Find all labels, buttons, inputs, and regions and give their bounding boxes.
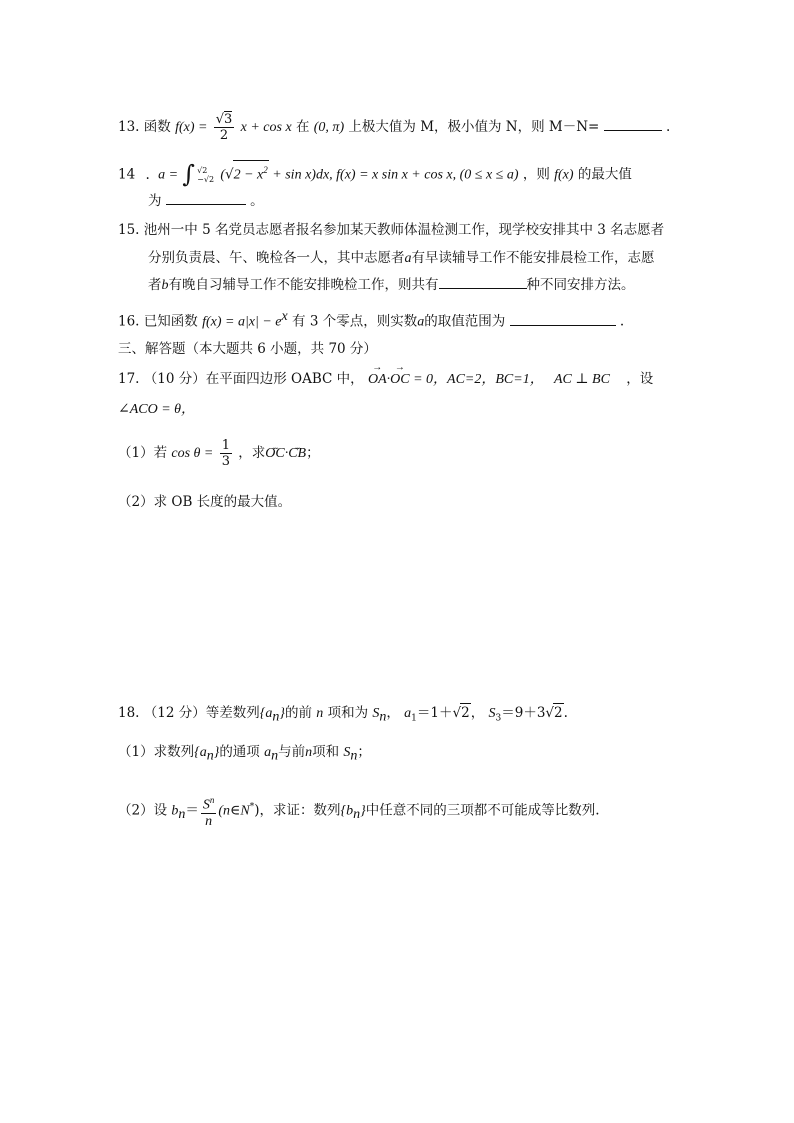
question-18-part2: （2）设 $b_n=$ $\frac{S^n}{n}$ (n∈N*)，求证：数列$\{b_n\}$中任意不同的三项都不可能成等比数列. (118, 795, 600, 829)
question-number: 13. (118, 119, 140, 135)
question-15-line2: 分别负责晨、午、晚检各一人，其中志愿者a有早读辅导工作不能安排晨检工作，志愿 (148, 250, 655, 266)
answer-blank[interactable] (604, 118, 662, 131)
integral-sign: ∫ (182, 160, 195, 189)
vector-oc: ꞈꞈꞈ OC (265, 445, 284, 463)
question-number: 16. (118, 313, 140, 330)
section-title: 三、解答题（本大题共 6 小题，共 70 分） (118, 341, 377, 357)
vector-oa: → OA (368, 371, 387, 389)
fraction: $\frac{1}{3}$ (221, 438, 230, 469)
answer-blank[interactable] (510, 313, 616, 326)
question-15-line3: 者b有晚自习辅导工作不能安排晚检工作，则共有 种不同安排方法。 (148, 277, 635, 293)
answer-blank[interactable] (439, 276, 527, 289)
vector-cb: ꞈꞈꞈ CB (288, 445, 306, 463)
question-18-part1: （1）求数列$\{a_n\}$的通项 $a_n$与前n项和 $S_n$； (118, 744, 371, 764)
question-15: 15. 池州一中 5 名党员志愿者报名参加某天教师体温检测工作，现学校安排其中 3 名志愿者 (118, 222, 665, 238)
question-18: 18. （12 分）等差数列$\{a_n\}$的前 n 项和为 $S_n$， $a_1=1+√2$， $S_3=9+3√2$. (118, 705, 568, 725)
fraction: $\frac{S^n}{n}$ (202, 795, 215, 829)
question-14-line2: 为 。 (148, 193, 264, 209)
question-13: 13. 函数 f(x) = $\frac{√3}{2}$ x + cos x 在 (0, π) 上极大值为 M，极小值为 N，则 M－N= . (118, 112, 671, 143)
question-17-part1: （1）若 cos θ = $\frac{1}{3}$ ，求ꞈꞈꞈ OC·ꞈꞈꞈ CB； (118, 438, 320, 469)
answer-blank[interactable] (166, 192, 246, 205)
fraction: $\frac{√3}{2}$ (215, 112, 233, 143)
question-number: 14 (118, 166, 136, 183)
question-17: 17. （10 分）在平面四边形 OABC 中， → OA·→ OC = 0，AC=2，BC=1， AC ⊥ BC ，设 (118, 370, 653, 389)
question-number: 17. (118, 371, 140, 387)
question-number: 18. (118, 705, 140, 721)
question-17-line2: ∠ACO = θ， (118, 402, 196, 417)
question-14: 14 . a = ∫ √2 −√2 $(√2 - x^2 + \sin x)dx$, f(x) = x sin x + cos x, (0 ≤ x ≤ a) ，则 f(x) 的最大值 (118, 160, 632, 189)
vector-oc: → OC (390, 371, 409, 389)
question-16: 16. 已知函数 $f(x) = a|x| - e^x$ 有 3 个零点，则实数a的取值范围为 . (118, 309, 625, 330)
integral-limits: √2 −√2 (197, 166, 215, 185)
question-17-part2: （2）求 OB 长度的最大值。 (118, 494, 292, 510)
question-number: 15. (118, 222, 140, 238)
